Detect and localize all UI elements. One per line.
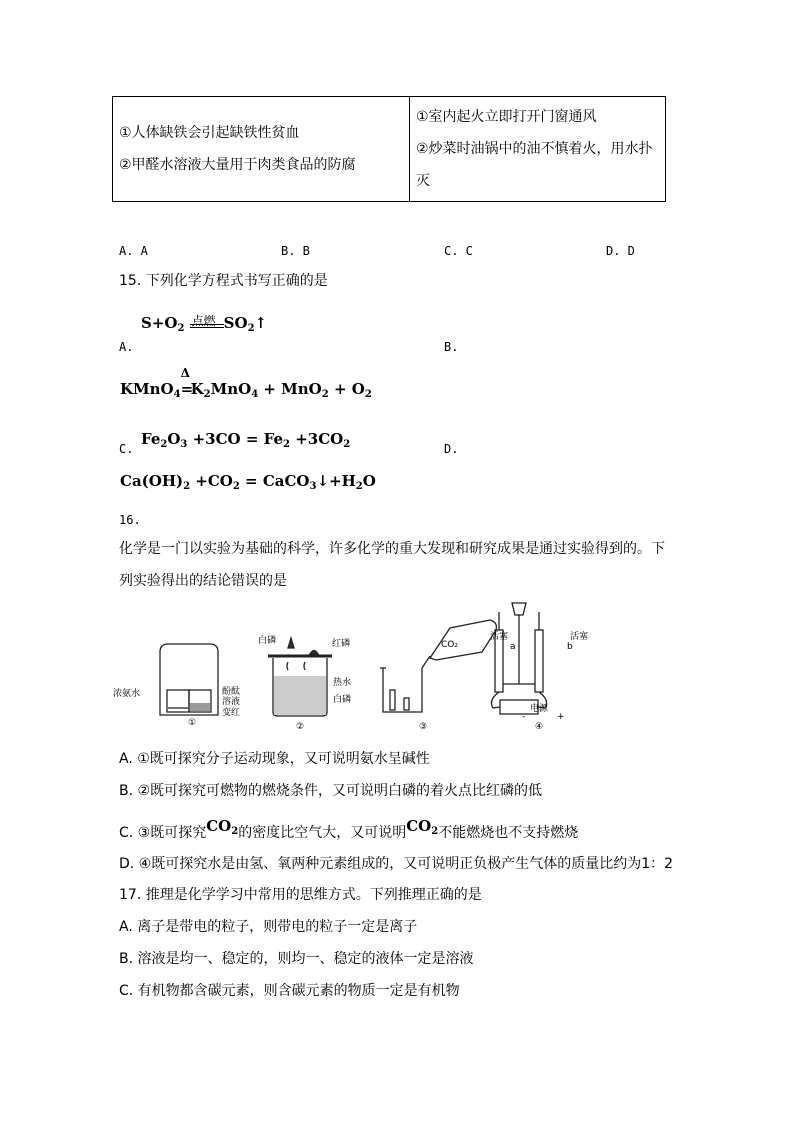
exp4-label-power: 电源: [530, 704, 549, 714]
exp1-label-solution: 溶液: [222, 697, 241, 707]
exp4-label-b: b: [567, 642, 573, 652]
formula-text: CO: [206, 817, 232, 835]
reaction-condition: Δ =: [180, 366, 194, 398]
option-text: C. ③既可探究: [119, 825, 207, 841]
exp1-bell-jar: [160, 644, 218, 715]
q15-label-b[interactable]: B.: [444, 340, 459, 354]
eq-sub: 2: [177, 323, 185, 334]
exp2-label-red-p: 红磷: [332, 639, 351, 649]
exp1-label-ammonia: 浓氨水: [113, 689, 141, 699]
q15-label-a[interactable]: A.: [119, 340, 134, 354]
q16-option-b[interactable]: B. ②既可探究可燃物的燃烧条件，又可说明白磷的着火点比红磷的低: [119, 783, 543, 799]
q17-option-c[interactable]: C. 有机物都含碳元素，则含碳元素的物质一定是有机物: [119, 983, 460, 999]
co2-formula: [406, 817, 438, 835]
cell-line: 灭: [416, 173, 430, 189]
q15-stem: 15. 下列化学方程式书写正确的是: [119, 273, 328, 289]
experiment-figure: [110, 600, 690, 740]
q14-table: [112, 96, 666, 202]
exp2-label-white-p: 白磷: [258, 636, 277, 646]
condition-text: Δ: [180, 366, 190, 380]
q16-option-a[interactable]: A. ①既可探究分子运动现象，又可说明氨水呈碱性: [119, 751, 430, 767]
condition-text: 点燃: [191, 314, 216, 328]
exp1-label-red: 变红: [222, 708, 241, 718]
cell-line: ①室内起火立即打开门窗通风: [416, 109, 597, 125]
eq-sub: 2: [247, 323, 255, 334]
exp4-electrolysis: [491, 603, 549, 714]
q16-number: 16.: [119, 513, 141, 527]
q17-option-a[interactable]: A. 离子是带电的粒子，则带电的粒子一定是离子: [119, 919, 418, 935]
exp2-number: ②: [296, 722, 305, 732]
exp3-beaker-candles: [380, 620, 496, 712]
cell-line: ②炒菜时油锅中的油不慎着火，用水扑: [416, 141, 653, 157]
q17-option-b[interactable]: B. 溶液是均一、稳定的，则均一、稳定的液体一定是溶液: [119, 951, 474, 967]
eq-text: S+O: [141, 314, 178, 332]
q14-option-b[interactable]: B. B: [281, 244, 310, 258]
exp4-label-plus: +: [557, 712, 565, 722]
q17-stem: 17. 推理是化学学习中常用的思维方式。下列推理正确的是: [119, 887, 482, 903]
formula-sub: 2: [431, 826, 439, 837]
exp1-number: ①: [188, 718, 197, 728]
q14-option-a[interactable]: A. A: [119, 244, 148, 258]
table-cell-right: [410, 97, 666, 202]
q16-option-c[interactable]: [119, 817, 579, 847]
q15-equation-d: $Ca(OH)_2 +CO_2$ = $CaCO_3↓+H_2O$: [120, 472, 376, 492]
table-cell-left: [113, 97, 410, 202]
option-text: 的密度比空气大，又可说明: [238, 825, 407, 841]
q15-label-d[interactable]: D.: [444, 442, 459, 456]
q14-option-d[interactable]: D. D: [606, 244, 635, 258]
option-text: 不能燃烧也不支持燃烧: [438, 825, 579, 841]
q15-equation-b: KMnO$_4$ Δ $=K_2MnO_4 + MnO_2 + O_2$: [120, 366, 372, 400]
exp3-number: ③: [419, 722, 428, 732]
exp2-label-hot-water: 热水: [333, 678, 352, 688]
cell-line: ②甲醛水溶液大量用于肉类食品的防腐: [119, 157, 356, 173]
q16-stem-line2: 列实验得出的结论错误的是: [119, 573, 287, 589]
q16-stem-line1: 化学是一门以实验为基础的科学，许多化学的重大发现和研究成果是通过实验得到的。下: [119, 541, 665, 557]
q15-equation-a: [141, 314, 267, 334]
cell-line: ①人体缺铁会引起缺铁性贫血: [119, 125, 300, 141]
q15-label-c[interactable]: C.: [119, 442, 134, 456]
exp4-label-a: a: [510, 642, 516, 652]
eq-text: SO: [223, 314, 248, 332]
formula-text: CO: [406, 817, 432, 835]
up-arrow-icon: ↑: [254, 314, 268, 332]
q15-equation-c: $Fe_2O_3 +3CO = Fe_2 +3CO_2$: [141, 430, 351, 450]
formula-sub: 2: [231, 826, 239, 837]
exp4-label-stopcock-right: 活塞: [570, 632, 589, 642]
co2-formula: [206, 817, 238, 835]
exp1-label-phenol: 酚酞: [222, 687, 241, 697]
exp2-label-white-p-water: 白磷: [333, 695, 352, 705]
q16-option-d[interactable]: D. ④既可探究水是由氢、氧两种元素组成的，又可说明正负极产生气体的质量比约为1：2: [119, 856, 674, 872]
exp3-label-co2: CO₂: [441, 640, 458, 650]
exp4-label-stopcock-left: 活塞: [490, 632, 509, 642]
exp2-beaker: [268, 638, 332, 716]
exp4-number: ④: [535, 722, 544, 732]
q14-option-c[interactable]: C. C: [444, 244, 473, 258]
exp4-label-minus: -: [522, 712, 526, 722]
